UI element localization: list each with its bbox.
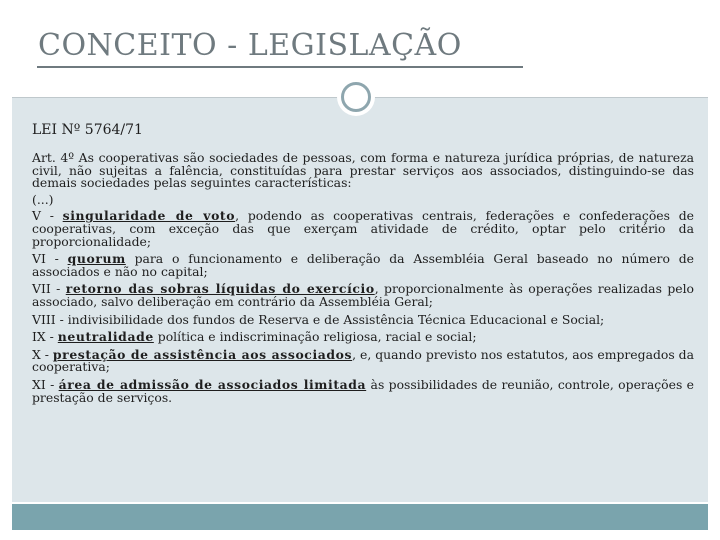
item-prefix: IX - bbox=[32, 329, 58, 345]
slide-title: CONCEITO - LEGISLAÇÃO bbox=[38, 28, 462, 63]
item-v bbox=[32, 210, 694, 248]
circle-ring-inner bbox=[341, 82, 371, 112]
item-text: às possibilidades de reunião, controle, operações e prestação de serviços. bbox=[32, 376, 695, 405]
item-prefix: VII - bbox=[32, 281, 66, 297]
article-text: Art. 4º As cooperativas são sociedades de pessoas, com forma e natureza jurídica próprias, de natureza civil, não sujeitas a falência, constituídas para prestar serviços aos associados, distinguindo-se das demais sociedades pelas seguintes características: bbox=[32, 150, 694, 191]
item-keyword: área de admissão de associados limitada bbox=[58, 376, 367, 392]
ellipsis-text: (...) bbox=[32, 191, 54, 207]
item-vi bbox=[32, 253, 694, 278]
item-x bbox=[32, 346, 694, 375]
item-text: , e, quando previsto nos estatutos, aos empregados da cooperativa; bbox=[32, 346, 694, 375]
item-ix bbox=[32, 331, 694, 344]
circle-ring-icon bbox=[337, 78, 375, 116]
item-keyword: singularidade de voto bbox=[62, 208, 236, 224]
item-prefix: VI - bbox=[32, 251, 68, 267]
law-heading: LEI Nº 5764/71 bbox=[32, 122, 143, 138]
item-prefix: XI - bbox=[32, 376, 59, 392]
item-text: política e indiscriminação religiosa, racial e social; bbox=[153, 329, 477, 345]
item-keyword: neutralidade bbox=[57, 329, 154, 345]
item-keyword: prestação de assistência aos associados bbox=[52, 346, 353, 362]
item-prefix: V - bbox=[32, 208, 63, 224]
title-underline bbox=[37, 66, 523, 68]
item-text: , podendo as cooperativas centrais, federações e confederações de cooperativas, com exceção das que exerçam atividade de crédito, optar pelo critério da proporcionalidade; bbox=[32, 208, 694, 249]
item-text: para o funcionamento e deliberação da Assembléia Geral baseado no número de associados e não no capital; bbox=[32, 251, 694, 279]
item-viii: VIII - indivisibilidade dos fundos de Reserva e de Assistência Técnica Educacional e Social; bbox=[32, 311, 605, 327]
item-keyword: quorum bbox=[67, 251, 126, 267]
item-prefix: X - bbox=[32, 346, 53, 362]
item-xi bbox=[32, 376, 695, 405]
item-vii bbox=[32, 283, 694, 308]
item-keyword: retorno das sobras líquidas do exercício bbox=[65, 281, 375, 297]
body-text bbox=[32, 122, 694, 409]
item-text: , proporcionalmente às operações realizadas pelo associado, salvo deliberação em contrário da Assembléia Geral; bbox=[32, 281, 695, 309]
footer-bar bbox=[12, 504, 708, 530]
